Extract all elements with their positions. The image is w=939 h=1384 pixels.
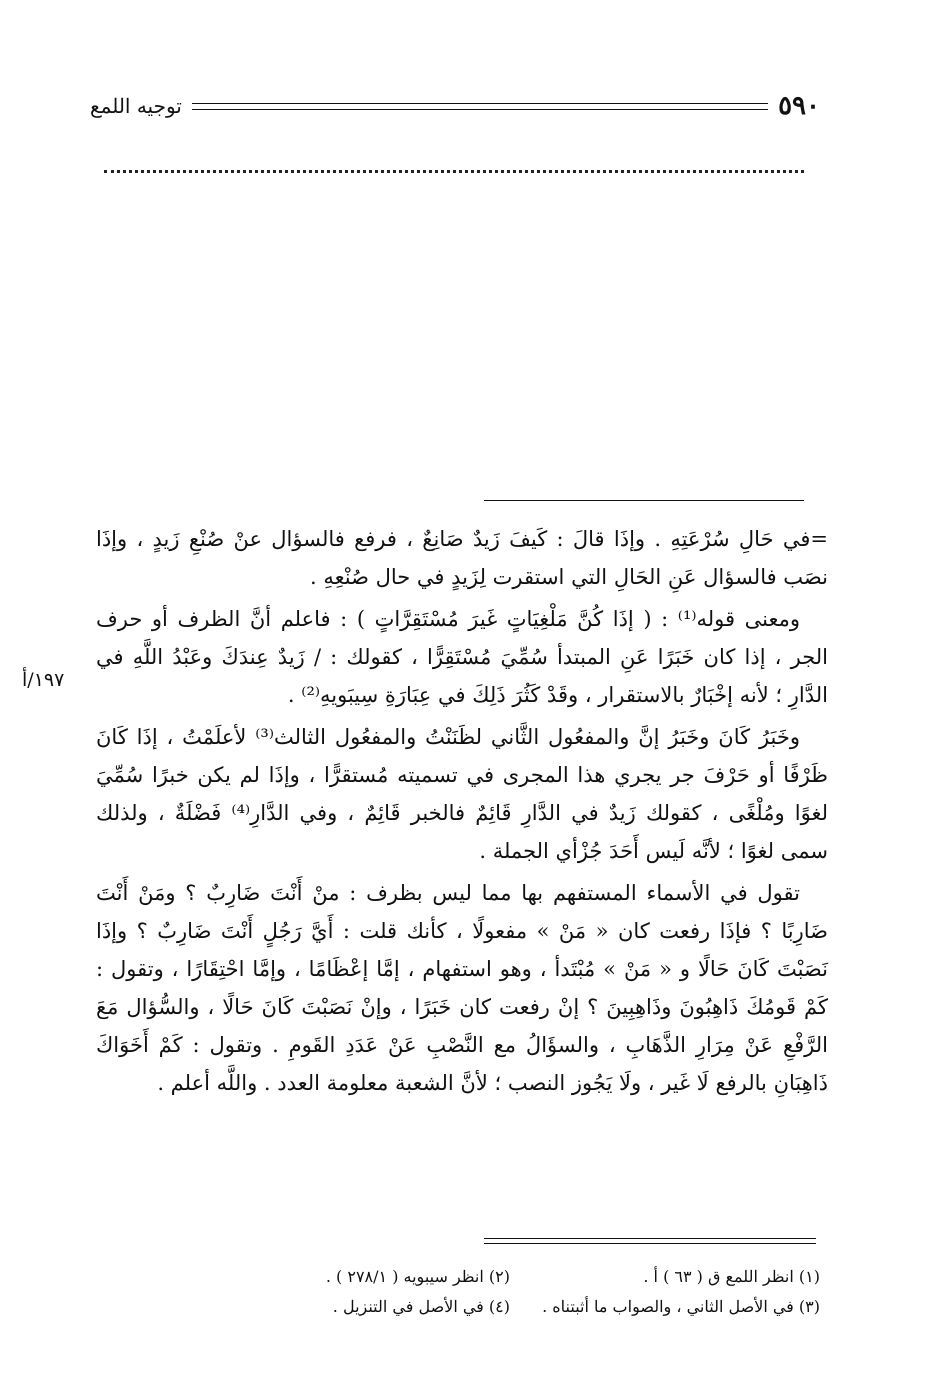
page-number: ٥٩٠ — [778, 91, 820, 121]
footnotes — [220, 1262, 820, 1322]
dotted-separator — [104, 170, 804, 173]
footnote-1: (١) انظر اللمع ق ( ٦٣ ) أ . — [643, 1267, 820, 1286]
paragraph-3: وخَبَرُ كَانَ وخَبَرُ إنَّ والمفعُول الثَّاني لظَنَنْتُ والمفعُول الثالث⁽³⁾ لأعلَمْتُ ، إذَا كَانَ ظَرْفًا أو حَرْفَ جر يجري هذا المجرى في تسميته مُستقرًّا ، وإذَا لم يكن خبرًا سُمِّيَ لغوًا ومُلْغًى ، كقولك زَيدٌ في الدَّارِ قَائِمٌ فالخبر قَائِمٌ ، وفي الدَّارِ⁽⁴⁾ فَضْلَةٌ ، ولذلك سمى لغوًا ؛ لأنَّه لَيس أَحَدَ جُزْأي الجملة . — [96, 725, 828, 863]
footnote-4: (٤) في الأصل في التنزيل . — [332, 1297, 510, 1316]
main-text — [96, 520, 828, 1106]
paragraph-2: ومعنى قوله⁽¹⁾ : ( إذَا كُنَّ مَلْغِيَاتٍ غَيرَ مُسْتَقِرَّاتٍ ) : فاعلم أنَّ الظرف أو حرف الجر ، إذا كان خَبَرًا عَنِ المبتدأ سُمِّيَ مُسْتَقِرًّا ، كقولك : / زَيدٌ عِندَكَ وعَبْدُ اللَّهِ في الدَّارِ ؛ لأنه إخْبَارٌ بالاستقرار ، وقَدْ كَثُرَ ذَلِكَ في عِبَارَةِ سِيبَويهِ⁽²⁾ . — [96, 607, 828, 707]
footnote-3: (٣) في الأصل الثاني ، والصواب ما أثبتناه . — [542, 1297, 820, 1316]
footnote-separator — [484, 1238, 816, 1244]
running-title: توجيه اللمع — [90, 94, 182, 118]
paragraph-1: =في حَالِ سُرْعَتِهِ . وإذَا قالَ : كَيفَ زَيدٌ صَانِعٌ ، فرفع فالسؤال عنْ صُنْعِ زَيدٍ ، وإذَا نصَب فالسؤال عَنِ الحَالِ التي استقرت لِزَيدٍ في حال صُنْعِهِ . — [96, 527, 828, 589]
footnote-row — [220, 1262, 820, 1292]
header-double-rule — [192, 103, 768, 110]
running-header — [90, 88, 820, 124]
paragraph-4: تقول في الأسماء المستفهم بها مما ليس بظرف : منْ أَنْتَ ضَارِبٌ ؟ ومَنْ أَنْتَ ضَارِبًا ؟ فإذَا رفعت كان « مَنْ » مفعولًا ، كأنك قلت : أَيَّ رَجُلٍ أَنْتَ ضَارِبٌ ؟ وإذَا نَصَبْتَ كَانَ حَالًا و « مَنْ » مُبْتَدأ ، وهو استفهام ، إمَّا إعْظَامًا ، وإمَّا احْتِقَارًا ، وتقول : كَمْ قَومُكَ ذَاهِبُونَ وذَاهِبِينَ ؟ إنْ رفعت كان خَبَرًا ، وإنْ نَصَبْتَ كَانَ حَالًا ، والسُّؤال مَعَ الرَّفْعِ عَنْ مِرَارِ الذَّهَابِ ، والسؤَالُ مع النَّصْبِ عَنْ عَدَدِ القَومِ . وتقول : كَمْ أَخَوَاكَ ذَاهِبَانِ بالرفع لَا غَير ، ولَا يَجُوز النصب ؛ لأنَّ الشعبة معلومة العدد . واللَّه أعلم . — [96, 881, 828, 1095]
manuscript-folio-marker: ١٩٧/أ — [22, 669, 65, 691]
continuation-separator — [484, 500, 804, 501]
footnote-2: (٢) انظر سيبويه ( ٢٧٨/١ ) . — [325, 1267, 510, 1286]
footnote-row — [220, 1292, 820, 1322]
